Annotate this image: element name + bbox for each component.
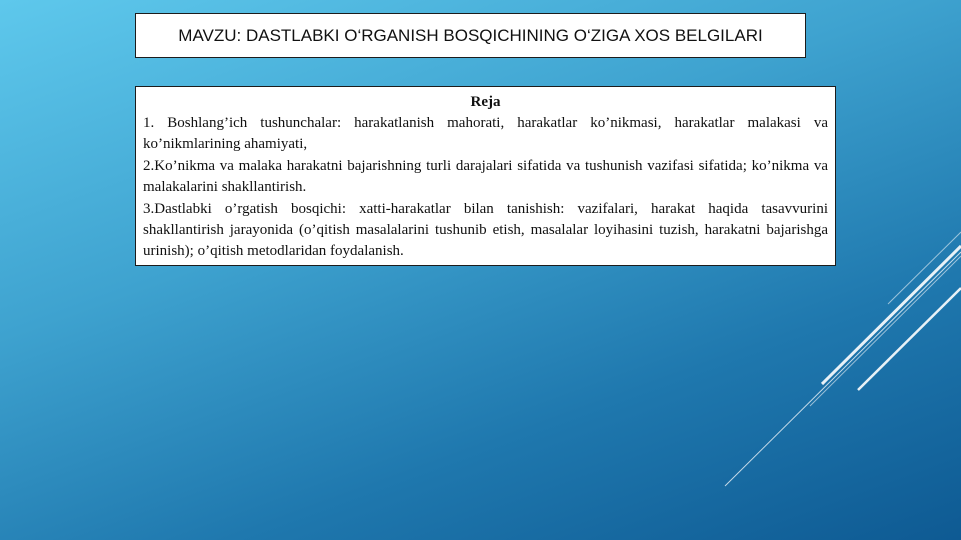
plan-item-1: 1. Boshlang’ich tushunchalar: harakatlanish mahorati, harakatlar ko’nikmasi, harakatlar malakasi va ko’nikmlarining ahamiyati, [143, 115, 828, 152]
decor-line [888, 232, 961, 304]
decor-line [822, 246, 961, 384]
plan-heading: Reja [470, 94, 501, 110]
plan-item-3: 3.Dastlabki o’rgatish bosqichi: xatti-harakatlar bilan tanishish: vazifalari, harakat haqida tasavvurini shakllantirish jarayonida (o’qitish masalalarini tushunib etish, masalalar loyihasini tuzish, harakatni bajarishga urinish); o’qitish metodlaridan foydalanish. [143, 201, 828, 259]
decor-line [725, 252, 961, 486]
slide-title: MAVZU: DASTLABKI O‘RGANISH BOSQICHINING O‘ZIGA XOS BELGILARI [178, 25, 763, 45]
decor-line [810, 256, 961, 406]
plan-item-2: 2.Ko’nikma va malaka harakatni bajarishning turli darajalari sifatida va tushunish vazifasi sifatida; ko’nikma va malakalarini shakllantirish. [143, 158, 828, 195]
